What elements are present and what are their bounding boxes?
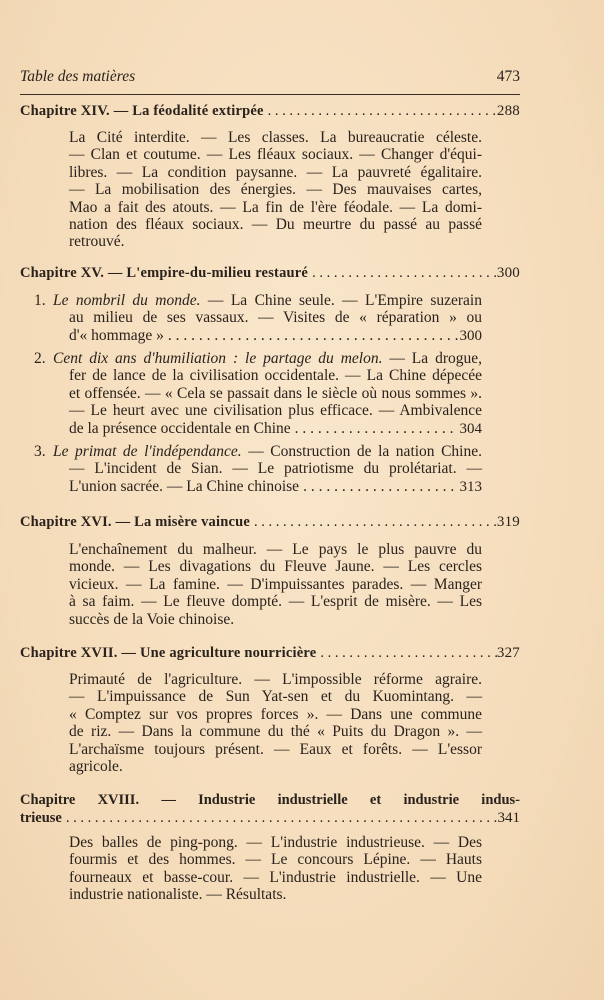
leader-dots	[299, 478, 457, 495]
leader-dots	[264, 103, 497, 120]
chapter-page: 288	[496, 103, 520, 119]
section-text: — La drogue,	[382, 350, 482, 367]
chapter-page: 319	[496, 514, 520, 530]
chapter-heading[interactable]	[20, 103, 520, 120]
chapter-title: Chapitre XIV. — La féodalité extirpée	[20, 103, 264, 119]
summary-line: — La mobilisation des énergies. — Des mauvaises cartes,	[69, 181, 482, 199]
summary-line: vicieux. — La famine. — D'impuissantes parades. — Manger	[69, 575, 482, 593]
summary-line: industrie nationaliste. — Résultats.	[69, 886, 287, 904]
section-number: 1.	[34, 292, 46, 309]
summary-line: succès de la Voie chinoise.	[69, 610, 235, 628]
chapter-summary	[69, 834, 482, 904]
section-line: de la présence occidentale en Chine	[69, 419, 291, 437]
page-number: 473	[496, 68, 520, 85]
summary-line: monde. — Les divagations du Fleuve Jaune. — Les cercles	[69, 558, 482, 576]
summary-line: libres. — La condition paysanne. — La pauvreté égalitaire.	[69, 163, 482, 181]
section-line: au milieu de ses vassaux. — Visites de « réparation » ou	[69, 309, 482, 327]
section-title: Le nombril du monde.	[53, 292, 201, 309]
running-head	[20, 68, 520, 86]
summary-line: — L'impuissance de Sun Yat-sen et du Kuomintang. —	[69, 688, 482, 706]
summary-line: fourneaux et basse-cour. — L'industrie industrielle. — Une	[69, 868, 482, 886]
summary-line: Des balles de ping-pong. — L'industrie industrieuse. — Des	[69, 834, 482, 851]
section-title: Le primat de l'indépendance.	[53, 443, 242, 460]
chapter-title-cont: trieuse	[20, 810, 62, 826]
summary-line: — Clan et coutume. — Les fléaux sociaux. — Changer d'équi-	[69, 146, 482, 164]
chapter-title: Chapitre XV. — L'empire-du-milieu restauré	[20, 265, 309, 281]
header-rule	[20, 94, 520, 95]
summary-line: de riz. — Dans la commune du thé « Puits du Dragon ». —	[69, 723, 482, 741]
leader-dots	[316, 645, 497, 662]
summary-line: L'archaïsme toujours présent. — Eaux et forêts. — L'essor	[69, 740, 482, 758]
leader-dots	[291, 420, 458, 437]
chapter-heading[interactable]	[20, 265, 520, 282]
section-entry[interactable]	[34, 443, 482, 495]
summary-line: Mao a fait des atouts. — La fin de l'ère féodale. — La domi-	[69, 198, 482, 216]
section-page: 313	[459, 478, 482, 495]
section-page: 304	[459, 420, 482, 437]
section-number: 2.	[34, 350, 46, 367]
section-line: d'« hommage »	[69, 326, 164, 344]
section-line: et offensée. — « Cela se passait dans le siècle où nous sommes ».	[69, 384, 482, 402]
chapter-summary	[69, 541, 482, 628]
summary-line: L'enchaînement du malheur. — Le pays le plus pauvre du	[69, 541, 482, 558]
leader-dots	[62, 810, 498, 827]
chapter-title: Chapitre XVI. — La misère vaincue	[20, 514, 250, 530]
summary-line: fourmis et des hommes. — Le concours Lépine. — Hauts	[69, 851, 482, 869]
section-entry[interactable]	[34, 292, 482, 344]
chapter-title: Chapitre XVIII. — Industrie industrielle et industrie indus-	[20, 792, 520, 808]
leader-dots	[250, 514, 497, 531]
summary-line: à sa faim. — Le fleuve dompté. — L'esprit de misère. — Les	[69, 593, 482, 611]
summary-line: retrouvé.	[69, 233, 125, 251]
leader-dots	[308, 265, 497, 282]
chapter-page: 341	[497, 810, 520, 826]
chapter-heading[interactable]	[20, 645, 520, 662]
chapter-summary	[69, 129, 482, 251]
section-page: 300	[459, 327, 482, 344]
chapter-page: 300	[496, 265, 520, 281]
leader-dots	[164, 327, 458, 344]
section-line: L'union sacrée. — La Chine chinoise	[69, 477, 300, 495]
section-entry[interactable]	[34, 350, 482, 437]
summary-line: La Cité interdite. — Les classes. La bureaucratie céleste.	[69, 129, 482, 146]
summary-line: agricole.	[69, 757, 123, 775]
chapter-title: Chapitre XVII. — Une agriculture nourricière	[20, 645, 317, 661]
chapter-summary	[69, 671, 482, 775]
section-line: fer de lance de la civilisation occidentale. — La Chine dépecée	[69, 367, 482, 385]
section-number: 3.	[34, 443, 46, 460]
summary-line: Primauté de l'agriculture. — L'impossible réforme agraire.	[69, 671, 482, 688]
section-line: — L'incident de Sian. — Le patriotisme du prolétariat. —	[69, 460, 482, 478]
chapter-page: 327	[496, 645, 520, 661]
section-text: — La Chine seule. — L'Empire suzerain	[200, 292, 482, 309]
summary-line: « Comptez sur vos propres forces ». — Dans une commune	[69, 705, 482, 723]
running-head-title: Table des matières	[20, 68, 136, 85]
chapter-heading[interactable]	[20, 792, 520, 827]
summary-line: nation des fléaux sociaux. — Du meurtre du passé au passé	[69, 215, 482, 233]
section-line: — Le heurt avec une civilisation plus efficace. — Ambivalence	[69, 402, 482, 420]
chapter-heading[interactable]	[20, 514, 520, 531]
section-text: — Construction de la nation Chine.	[241, 443, 482, 460]
section-title: Cent dix ans d'humiliation : le partage du melon.	[53, 350, 383, 367]
